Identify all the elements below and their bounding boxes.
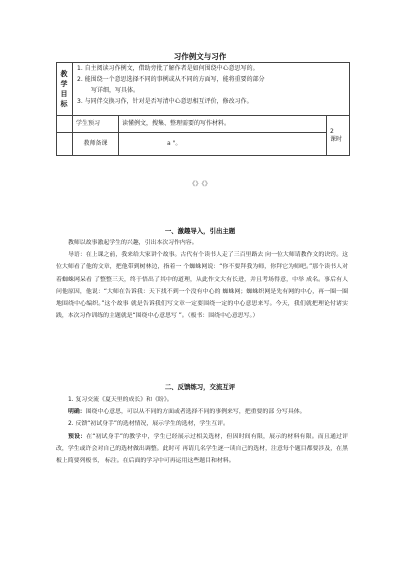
item-text: 1. 复习交流《夏天里的成长》和《盼》。 (68, 397, 173, 403)
student-prep-row (57, 116, 350, 133)
goal-label-text: 教学目标 (60, 70, 69, 108)
section-2-item (56, 394, 348, 406)
goal-item-2-cont: 写详细，写具体。 (91, 86, 140, 94)
hours-unit: 课时 (330, 135, 343, 143)
section-2-body (56, 394, 348, 467)
item-label: 明确： (68, 409, 86, 416)
item-text: 2. 反馈“初试身手”的选材情况，展示学生的选材，学生互评。 (68, 421, 229, 428)
goal-item-3: 3. 与同伴交换习作，针对是否写清中心意思相互评价，修改习作。 (77, 97, 253, 105)
section-1-paragraph: 教师以故事激起学生的兴趣，引出本次习作内容。 (68, 240, 198, 246)
section-1-heading: 一、激趣导入，引出主题 (164, 227, 236, 235)
teacher-prep-row (57, 133, 350, 156)
goal-item-1: 1. 自主阅读习作例文，借助旁批了解作者是如何围绕中心意思写的。 (77, 65, 259, 72)
item-text: 围绕中心意思，可以从不同的方面或者选择不同的事例来写，把重要的部 分写具体。 (85, 409, 306, 416)
goal-item-2: 2. 能围绕一个意思选择不同的事例或从不同的方面写，能将重要的部分 (77, 75, 265, 83)
section-1-body (56, 237, 348, 322)
section-2-heading: 二、反馈练习，交流互评 (164, 383, 236, 391)
goals-cell (73, 63, 350, 116)
item-text: 在“初试身手”的教学中，学生已经展示过相关选材，但因时间有限，展示的材料有限。而且通过评改，学生或许会对自己的选材做出调整。此时可 再请几名学生逐一读自己的选材，注意每个题目都要涉及，在黑板上简要列板书， 标注。在后面的学习中可再运用这些题目和材料。 (56, 433, 348, 465)
item-label: 预设： (68, 433, 87, 440)
blank-cell (57, 133, 73, 156)
table-caption: 《》《》 (189, 181, 211, 188)
section-2-item (56, 431, 348, 468)
lesson-plan-table (56, 62, 350, 156)
document-title: 习作例文与习作 (173, 52, 227, 61)
hours-cell (327, 116, 350, 156)
section-2-item (56, 418, 348, 430)
student-prep-label: 学生预习 (73, 116, 119, 133)
student-prep-text: 读懂例文，搜集、整理需要的写作材料。 (119, 116, 327, 133)
section-2-item (56, 406, 348, 418)
section-1-paragraph: 导语：在上课之前，我来给大家讲个故事。古代有个读书人走了三百里路去 向一位大师请教作文的诀窍。这位大师看了他的文章，把他带到树林边，指着一 个蜘蛛网说：“你不要拜我为师，你拜它为师吧。”那个读书人对着蜘蛛网呆看 了整整三天，终于悟出了其中的道理，从此作文大有长进，并且考场得意，中举 成名。事后有人问他原因，他说：“大师在告诉我：天下找不到一个没有中心的 蜘蛛网；蜘蛛织网是先有网的中心，再一圈一圈地围绕中心编织。”这个故事 就是告诉我们写文章一定要围绕一定的中心意思来写。今天，我们就把理论付诸实 践，本次习作训练的主题就是“围绕中心意思写 ”。（板书：围绕中心意思写。） (56, 252, 348, 320)
goal-label (57, 63, 73, 116)
teacher-prep-text: a "。 (119, 133, 327, 156)
goals-row (57, 63, 350, 116)
hours-value: 2 (330, 127, 334, 135)
teacher-prep-label: 教师备课 (73, 133, 119, 156)
blank-cell (57, 116, 73, 133)
